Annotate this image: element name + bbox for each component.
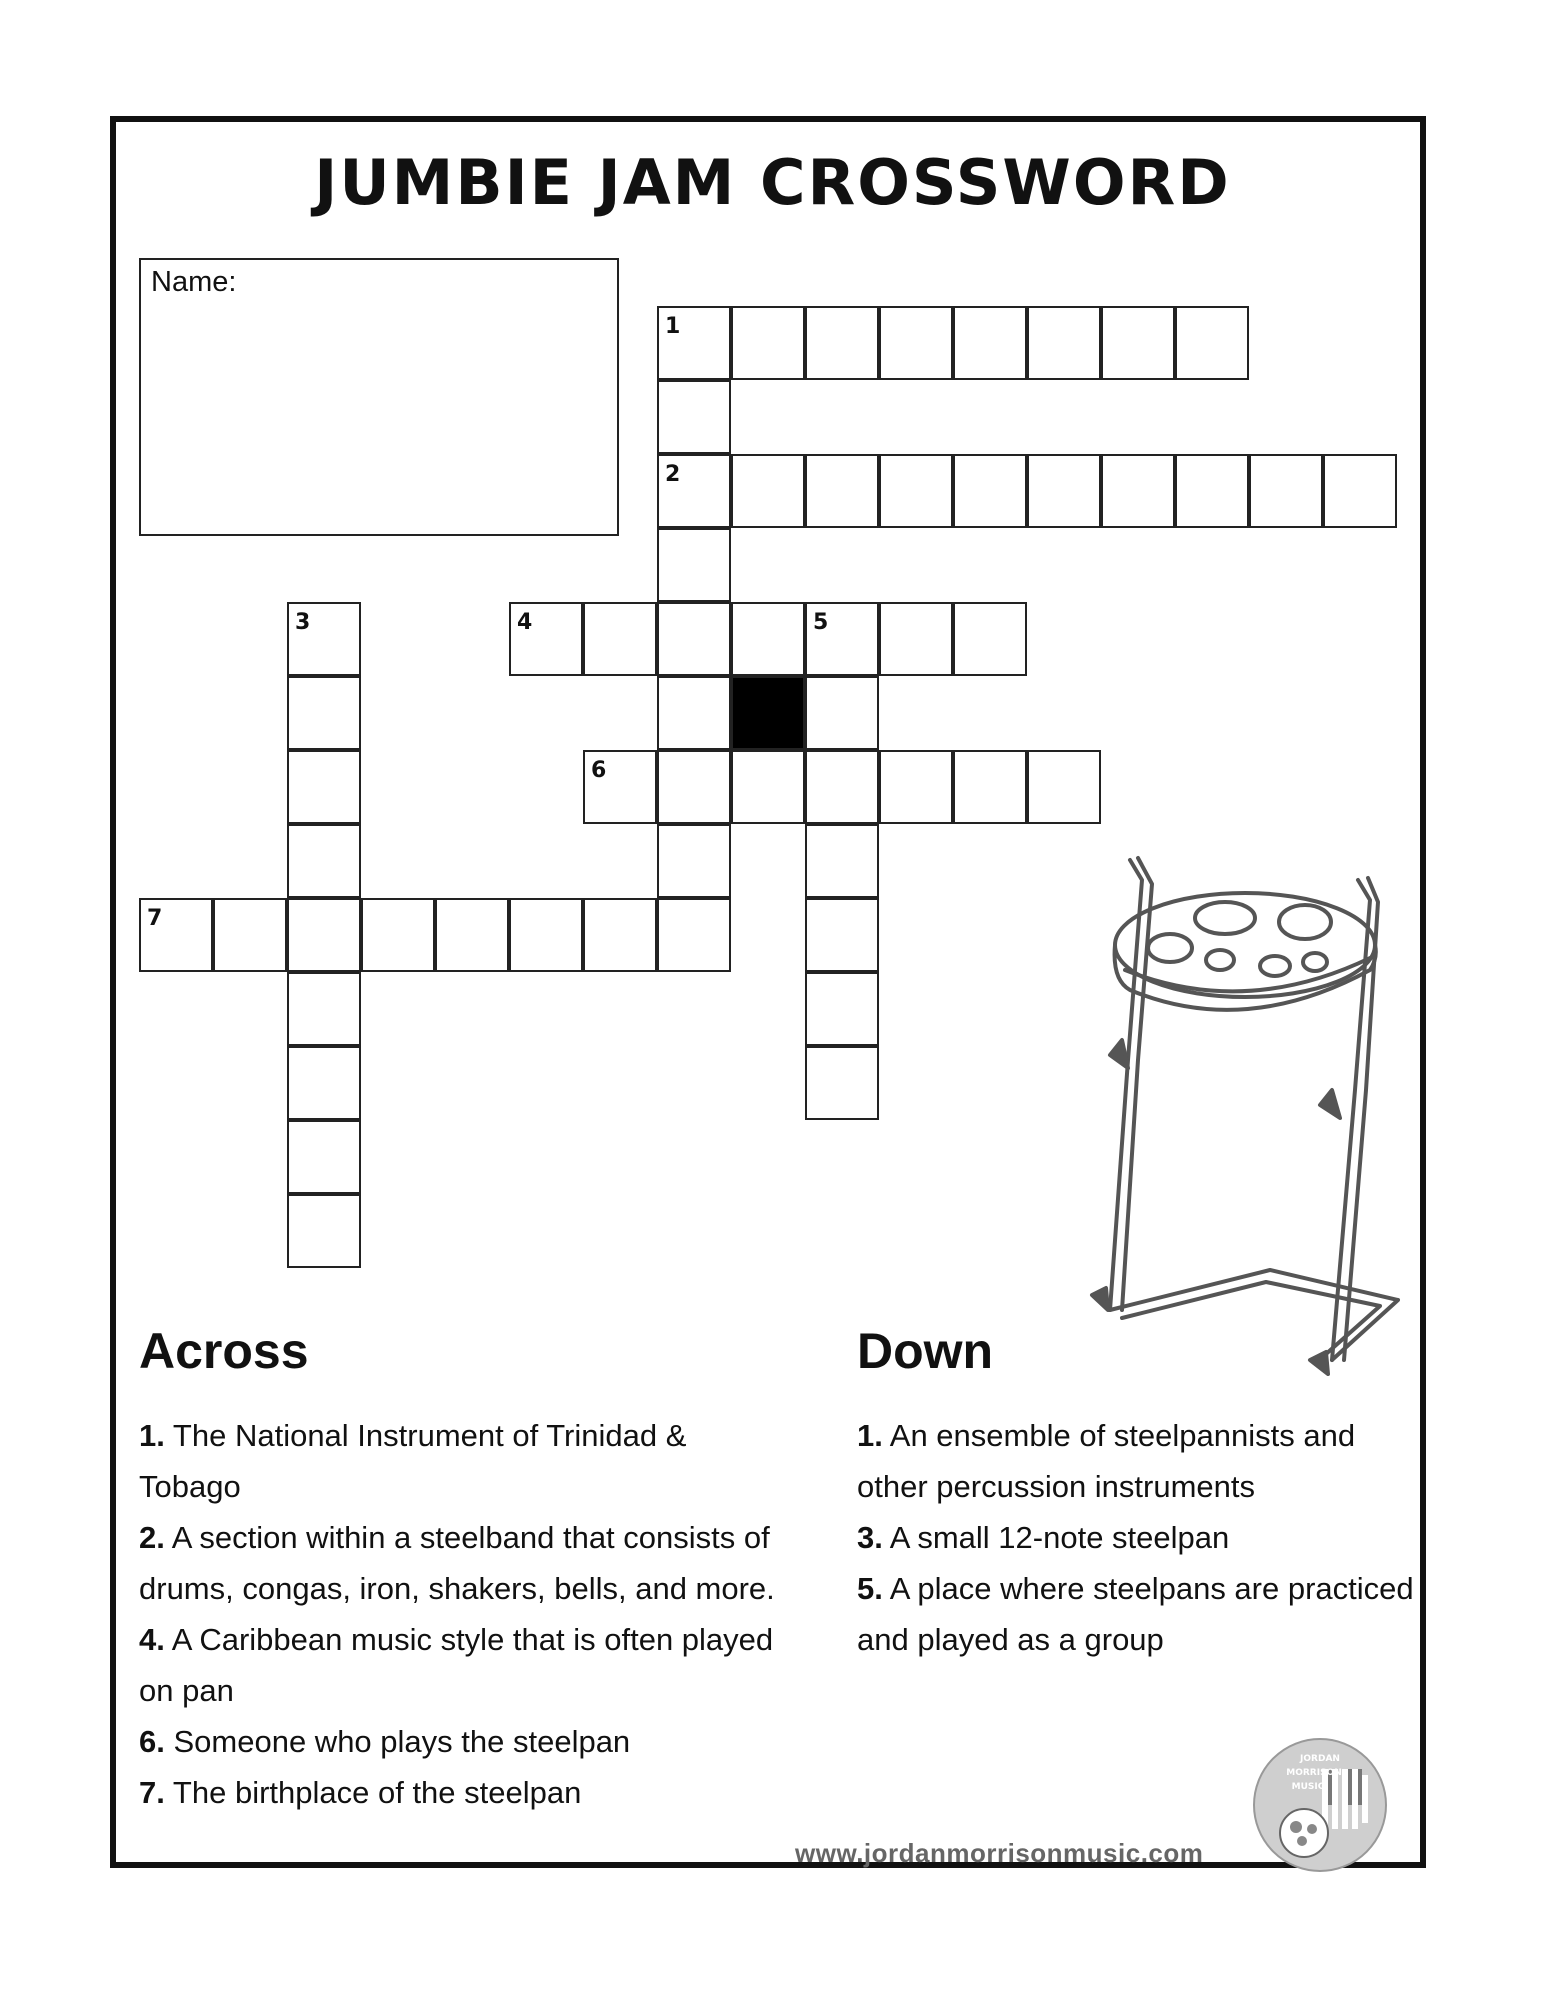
crossword-cell[interactable] — [805, 898, 879, 972]
crossword-cell[interactable] — [1027, 750, 1101, 824]
crossword-cell[interactable] — [657, 898, 731, 972]
across-clue — [139, 1716, 779, 1767]
crossword-cell[interactable] — [287, 602, 361, 676]
logo-text-line: JORDAN — [1300, 1754, 1340, 1764]
clue-text: Someone who plays the steelpan — [173, 1724, 631, 1759]
clue-number-label: 4 — [517, 610, 533, 635]
clue-number-label: 3 — [295, 610, 311, 635]
crossword-cell[interactable] — [657, 602, 731, 676]
crossword-cell[interactable] — [287, 676, 361, 750]
crossword-cell[interactable] — [657, 528, 731, 602]
crossword-cell[interactable] — [805, 1046, 879, 1120]
down-clue-list — [857, 1410, 1417, 1665]
crossword-cell[interactable] — [1027, 454, 1101, 528]
crossword-cell[interactable] — [287, 1046, 361, 1120]
clue-number-label: 5 — [813, 610, 829, 635]
crossword-cell[interactable] — [287, 1194, 361, 1268]
crossword-cell[interactable] — [805, 750, 879, 824]
clue-number: 4. — [139, 1622, 165, 1657]
crossword-cell[interactable] — [1101, 454, 1175, 528]
crossword-cell[interactable] — [879, 602, 953, 676]
crossword-cell[interactable] — [731, 602, 805, 676]
clue-number-label: 7 — [147, 906, 163, 931]
across-clue — [139, 1767, 779, 1818]
crossword-cell[interactable] — [657, 676, 731, 750]
clue-text: A section within a steelband that consists of drums, congas, iron, shakers, bells, and more. — [139, 1520, 775, 1606]
crossword-cell[interactable] — [435, 898, 509, 972]
crossword-cell[interactable] — [1175, 454, 1249, 528]
crossword-cell[interactable] — [657, 750, 731, 824]
across-heading: Across — [139, 1323, 309, 1379]
crossword-cell[interactable] — [361, 898, 435, 972]
page-title: JUMBIE JAM CROSSWORD — [314, 146, 1231, 219]
crossword-cell[interactable] — [879, 454, 953, 528]
clue-text: A place where steelpans are practiced and played as a group — [857, 1571, 1414, 1657]
clue-text: An ensemble of steelpannists and other percussion instruments — [857, 1418, 1356, 1504]
crossword-cell[interactable] — [805, 306, 879, 380]
logo-text-line: MUSIC — [1291, 1782, 1325, 1792]
crossword-cell[interactable] — [731, 306, 805, 380]
crossword-cell[interactable] — [657, 306, 731, 380]
clue-number: 1. — [139, 1418, 165, 1453]
clue-text: A Caribbean music style that is often played on pan — [139, 1622, 774, 1708]
crossword-cell[interactable] — [657, 824, 731, 898]
jordan-morrison-music-logo — [1250, 1735, 1390, 1875]
across-clue — [139, 1410, 779, 1512]
crossword-cell[interactable] — [953, 602, 1027, 676]
crossword-cell[interactable] — [879, 750, 953, 824]
crossword-cell[interactable] — [953, 454, 1027, 528]
down-clue — [857, 1563, 1417, 1665]
black-square — [731, 676, 805, 750]
crossword-cell[interactable] — [953, 750, 1027, 824]
clue-number: 2. — [139, 1520, 165, 1555]
clue-number: 3. — [857, 1520, 883, 1555]
clue-number: 1. — [857, 1418, 883, 1453]
crossword-cell[interactable] — [657, 454, 731, 528]
clue-number: 7. — [139, 1775, 165, 1810]
crossword-cell[interactable] — [583, 602, 657, 676]
crossword-cell[interactable] — [509, 602, 583, 676]
crossword-cell[interactable] — [805, 676, 879, 750]
crossword-cell[interactable] — [1249, 454, 1323, 528]
across-clue-list — [139, 1410, 779, 1818]
steelpan-illustration — [1070, 840, 1410, 1400]
crossword-cell[interactable] — [731, 454, 805, 528]
crossword-cell[interactable] — [731, 750, 805, 824]
crossword-cell[interactable] — [583, 750, 657, 824]
down-clue — [857, 1410, 1417, 1512]
crossword-cell[interactable] — [805, 824, 879, 898]
name-field[interactable] — [139, 258, 619, 536]
across-clue — [139, 1512, 779, 1614]
website-url[interactable]: www.jordanmorrisonmusic.com — [795, 1838, 1204, 1868]
down-heading: Down — [857, 1323, 994, 1379]
crossword-cell[interactable] — [805, 972, 879, 1046]
crossword-cell[interactable] — [1101, 306, 1175, 380]
crossword-cell[interactable] — [1323, 454, 1397, 528]
crossword-cell[interactable] — [509, 898, 583, 972]
clue-number-label: 6 — [591, 758, 607, 783]
crossword-cell[interactable] — [287, 750, 361, 824]
clue-text: The birthplace of the steelpan — [172, 1775, 582, 1810]
clue-text: A small 12-note steelpan — [889, 1520, 1230, 1555]
crossword-cell[interactable] — [287, 972, 361, 1046]
crossword-cell[interactable] — [287, 898, 361, 972]
across-clue — [139, 1614, 779, 1716]
crossword-cell[interactable] — [287, 824, 361, 898]
clue-text: The National Instrument of Trinidad & Tobago — [139, 1418, 687, 1504]
crossword-cell[interactable] — [953, 306, 1027, 380]
down-clue — [857, 1512, 1417, 1563]
crossword-cell[interactable] — [1175, 306, 1249, 380]
crossword-cell[interactable] — [583, 898, 657, 972]
crossword-cell[interactable] — [879, 306, 953, 380]
clue-number-label: 2 — [665, 462, 681, 487]
crossword-cell[interactable] — [139, 898, 213, 972]
crossword-cell[interactable] — [657, 380, 731, 454]
crossword-cell[interactable] — [805, 454, 879, 528]
name-label: Name: — [151, 266, 237, 298]
crossword-cell[interactable] — [287, 1120, 361, 1194]
crossword-cell[interactable] — [213, 898, 287, 972]
clue-number: 6. — [139, 1724, 165, 1759]
crossword-cell[interactable] — [1027, 306, 1101, 380]
clue-number: 5. — [857, 1571, 883, 1606]
crossword-cell[interactable] — [805, 602, 879, 676]
logo-text-line: MORRISON — [1286, 1768, 1342, 1778]
clue-number-label: 1 — [665, 314, 681, 339]
